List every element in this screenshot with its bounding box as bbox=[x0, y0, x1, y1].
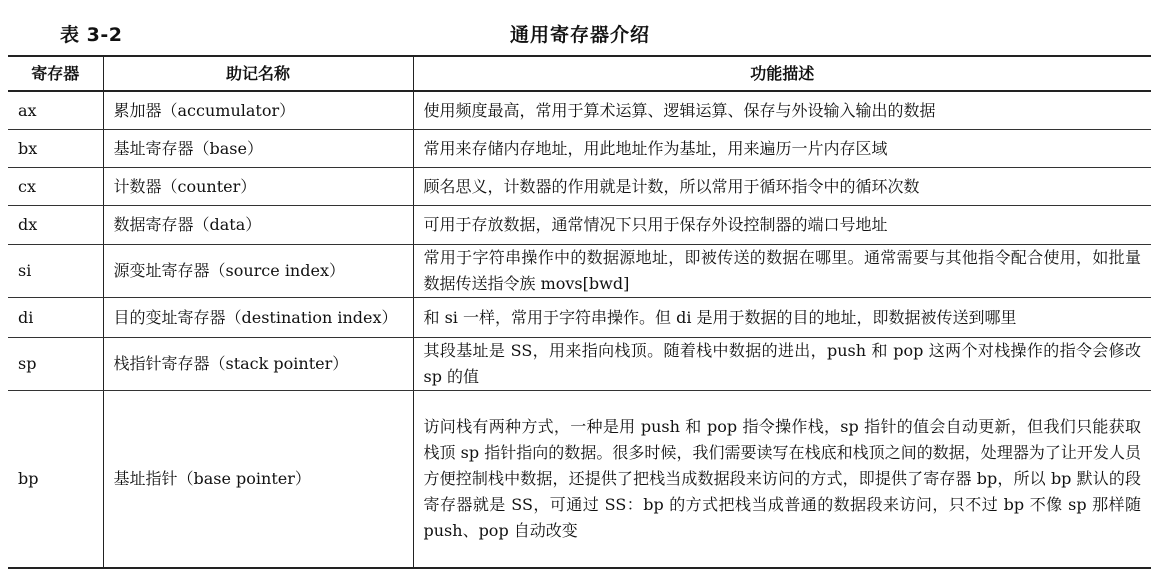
register-cell: si bbox=[8, 245, 103, 298]
table-title: 通用寄存器介绍 bbox=[509, 24, 650, 46]
register-cell: sp bbox=[8, 338, 103, 391]
table-row bbox=[8, 168, 1151, 206]
description-cell: 常用来存储内存地址，用此地址作为基址，用来遍历一片内存区域 bbox=[413, 130, 1151, 168]
description-cell: 访问栈有两种方式，一种是用 push 和 pop 指令操作栈，sp 指针的值会自动更新，但我们只能获取栈顶 sp 指针指向的数据。很多时候，我们需要读写在栈底和栈顶之间的数据，处理器为了让开发人员方便控制栈中数据，还提供了把栈当成数据段来访问的方式，即提供了寄存器 bp，所以 bp 默认的段寄存器就是 SS，可通过 SS：bp 的方式把栈当成普通的数据段来访问，只不过 bp 不像 sp 那样随 push、pop 自动改变 bbox=[413, 391, 1151, 569]
table-row bbox=[8, 338, 1151, 391]
header-register: 寄存器 bbox=[8, 56, 103, 91]
description-cell: 和 si 一样，常用于字符串操作。但 di 是用于数据的目的地址，即数据被传送到哪里 bbox=[413, 298, 1151, 338]
description-cell: 其段基址是 SS，用来指向栈顶。随着栈中数据的进出，push 和 pop 这两个对栈操作的指令会修改 sp 的值 bbox=[413, 338, 1151, 391]
table-row bbox=[8, 206, 1151, 245]
mnemonic-cell: 目的变址寄存器（destination index） bbox=[103, 298, 413, 338]
table-row bbox=[8, 91, 1151, 130]
mnemonic-cell: 计数器（counter） bbox=[103, 168, 413, 206]
register-cell: cx bbox=[8, 168, 103, 206]
description-cell: 常用于字符串操作中的数据源地址，即被传送的数据在哪里。通常需要与其他指令配合使用，如批量数据传送指令族 movs[bwd] bbox=[413, 245, 1151, 298]
header-mnemonic: 助记名称 bbox=[103, 56, 413, 91]
register-cell: bx bbox=[8, 130, 103, 168]
table-number: 表 3-2 bbox=[60, 24, 123, 46]
description-cell: 顾名思义，计数器的作用就是计数，所以常用于循环指令中的循环次数 bbox=[413, 168, 1151, 206]
table-row bbox=[8, 130, 1151, 168]
table-row bbox=[8, 298, 1151, 338]
header-description: 功能描述 bbox=[413, 56, 1151, 91]
register-cell: dx bbox=[8, 206, 103, 245]
mnemonic-cell: 基址寄存器（base） bbox=[103, 130, 413, 168]
mnemonic-cell: 栈指针寄存器（stack pointer） bbox=[103, 338, 413, 391]
description-cell: 使用频度最高，常用于算术运算、逻辑运算、保存与外设输入输出的数据 bbox=[413, 91, 1151, 130]
description-cell: 可用于存放数据，通常情况下只用于保存外设控制器的端口号地址 bbox=[413, 206, 1151, 245]
mnemonic-cell: 源变址寄存器（source index） bbox=[103, 245, 413, 298]
table-row bbox=[8, 245, 1151, 298]
register-table bbox=[8, 55, 1151, 569]
table-header-row bbox=[8, 56, 1151, 91]
register-cell: bp bbox=[8, 391, 103, 569]
table-caption bbox=[0, 18, 1156, 48]
mnemonic-cell: 累加器（accumulator） bbox=[103, 91, 413, 130]
register-cell: di bbox=[8, 298, 103, 338]
register-cell: ax bbox=[8, 91, 103, 130]
mnemonic-cell: 数据寄存器（data） bbox=[103, 206, 413, 245]
mnemonic-cell: 基址指针（base pointer） bbox=[103, 391, 413, 569]
table-row bbox=[8, 391, 1151, 569]
